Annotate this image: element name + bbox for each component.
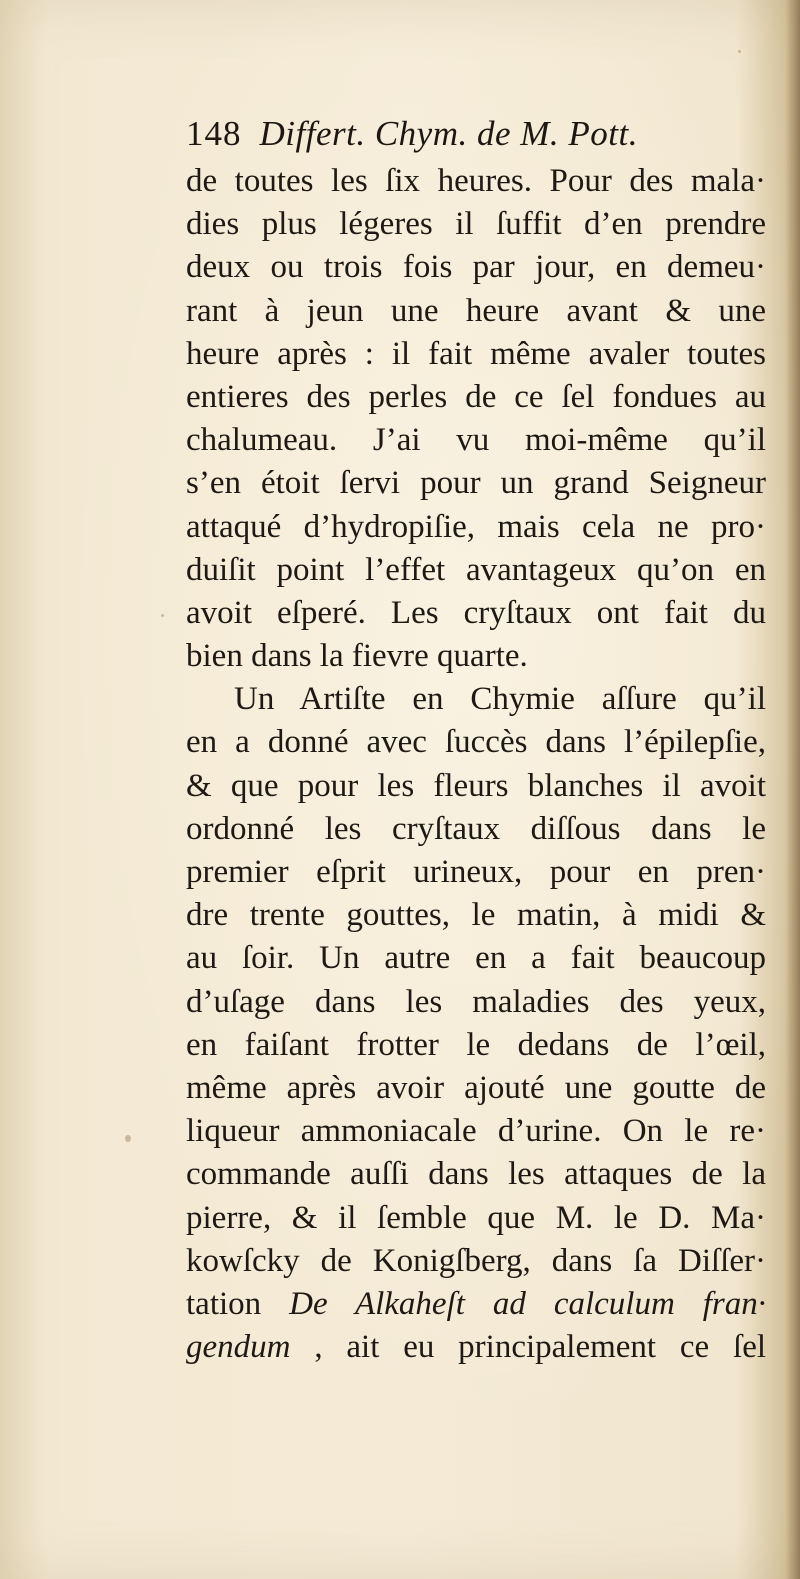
text-line: s’en étoit ſervi pour un grand Seigneur [186,465,766,502]
text-line: ordonné les cryſtaux diſſous dans le [186,810,766,847]
text-line: dre trente gouttes, le matin, à midi & [186,897,766,934]
text-line: en a donné avec ſuccès dans l’épilepſie, [186,724,766,761]
page-number: 148 [186,114,242,153]
text-fragment: tation [186,1285,262,1322]
running-header [186,112,776,156]
paper-speck [125,1135,131,1142]
running-title: Differt. Chym. de M. Pott. [259,114,639,153]
text-line: premier eſprit urineux, pour en pren· [186,854,766,890]
text-line [186,1283,766,1326]
paper-speck [738,50,741,53]
text-line: chalumeau. J’ai vu moi-même qu’il [186,422,766,459]
text-line: attaqué d’hydropiſie, mais cela ne pro· [186,508,766,545]
text-line: même après avoir ajouté une goutte de [186,1069,766,1106]
text-line: dies plus légeres il ſuffit d’en prendre [186,206,766,243]
italic-title: De Alkaheſt ad calculum fran· [289,1285,767,1322]
text-line: heure après : il fait même avaler toutes [186,335,766,372]
text-line: en faiſant frotter le dedans de l’œil, [186,1026,766,1063]
text-line: liqueur ammoniacale d’urine. On le re· [186,1113,766,1150]
text-line: de toutes les ſix heures. Pour des mala· [186,163,766,199]
text-line: commande auſſi dans les attaques de la [186,1156,766,1193]
text-line: deux ou trois fois par jour, en demeu· [186,249,766,286]
paper-speck [161,614,164,617]
text-line: d’uſage dans les maladies des yeux, [186,983,766,1020]
body-text [186,160,766,1369]
text-line: & que pour les fleurs blanches il avoit [186,767,766,804]
text-line: bien dans la fievre quarte. [186,638,528,675]
text-fragment: , ait eu principalement ce ſel [314,1329,767,1366]
page-edge [786,0,800,1579]
text-line: duiſit point l’effet avantageux qu’on en [186,551,766,588]
text-line: au ſoir. Un autre en a fait beaucoup [186,940,766,977]
text-line [186,1326,766,1369]
text-line: kowſcky de Konigſberg, dans ſa Diſſer· [186,1242,766,1279]
text-line: pierre, & il ſemble que M. le D. Ma· [186,1199,766,1236]
text-line: entieres des perles de ce ſel fondues au [186,378,766,415]
text-line: avoit eſperé. Les cryſtaux ont fait du [186,594,766,631]
text-line: rant à jeun une heure avant & une [186,292,766,329]
text-line: Un Artiſte en Chymie aſſure qu’il [234,681,766,718]
italic-title-continued: gendum [186,1329,291,1366]
